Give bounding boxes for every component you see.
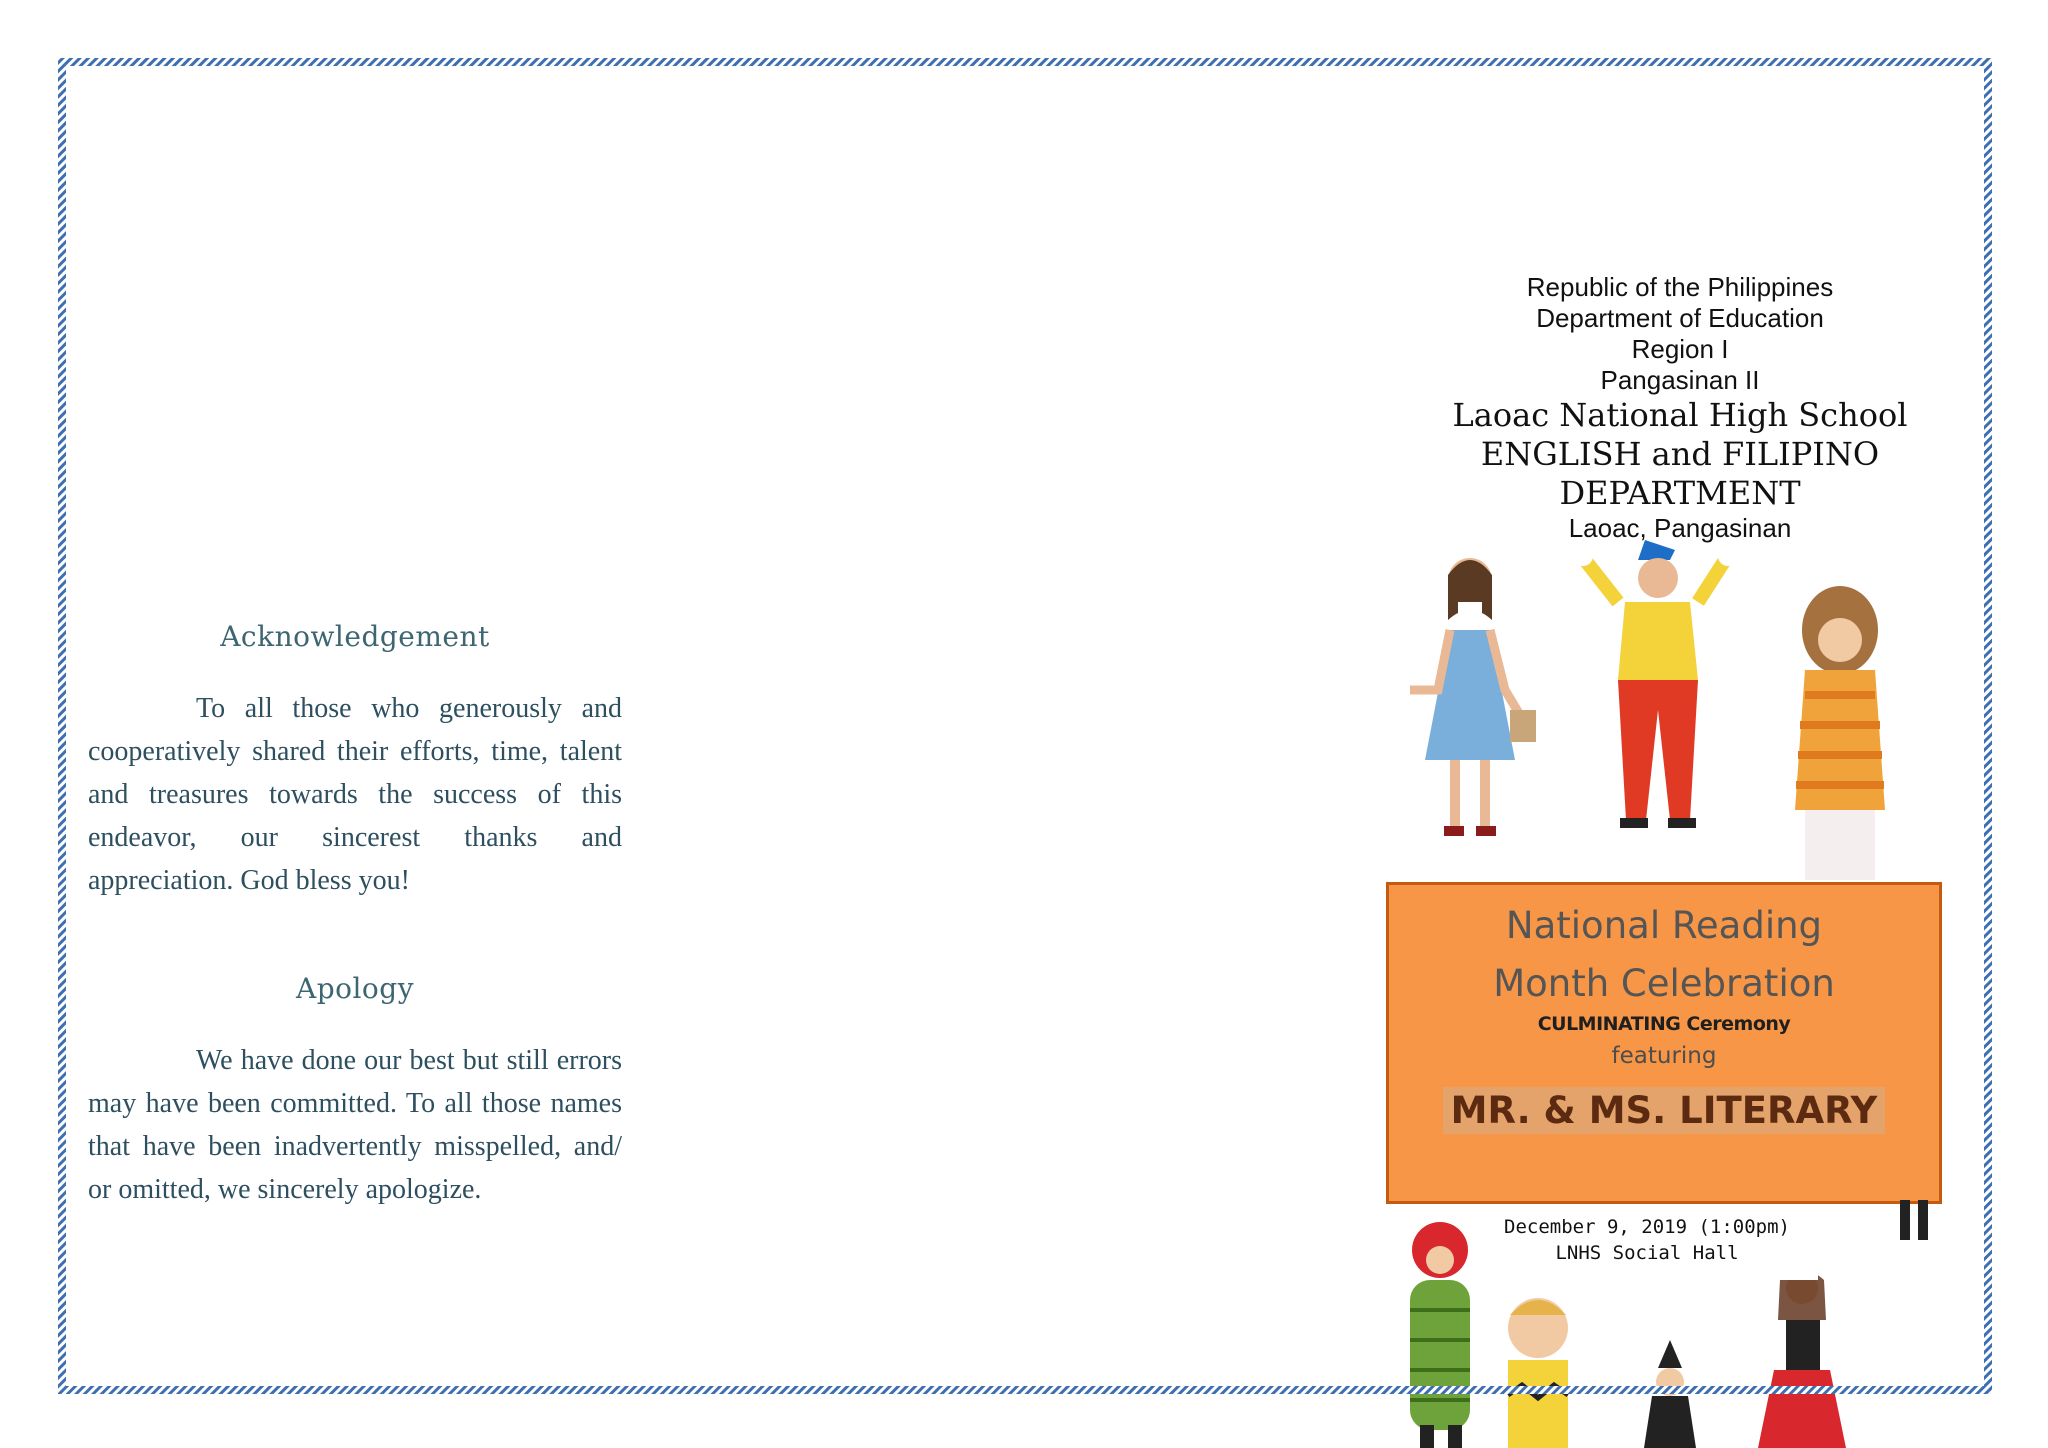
banner-title-line2: Month Celebration <box>1493 962 1835 1005</box>
banner-subtitle: CULMINATING Ceremony <box>1537 1013 1791 1035</box>
witch-costume-figure <box>1644 1340 1696 1448</box>
department-line2: DEPARTMENT <box>1559 474 1801 512</box>
event-banner <box>1386 882 1942 1204</box>
tuxedo-legs-figure <box>1900 1200 1928 1240</box>
queen-of-hearts-costume-figure <box>1758 1258 1846 1448</box>
acknowledgement-body: To all those who generously and cooperatively shared their efforts, time, talent and treasures towards the success of this endeavor, our sincerest thanks and appreciation. God bless you! <box>88 693 622 896</box>
clown-costume-figure <box>1573 540 1738 828</box>
header-deped: Department of Education <box>1536 303 1824 333</box>
apology-title: Apology <box>295 972 415 1005</box>
cover-header <box>1400 272 1960 544</box>
monster-costume-figure <box>1795 586 1885 880</box>
costume-kids-illustration-top <box>1380 540 1970 890</box>
banner-featuring: featuring <box>1611 1043 1717 1069</box>
school-name: Laoac National High School <box>1452 396 1908 434</box>
header-republic: Republic of the Philippines <box>1526 272 1834 302</box>
event-info <box>1476 1204 1818 1280</box>
event-venue: LNHS Social Hall <box>1555 1242 1739 1264</box>
header-region: Region I <box>1631 334 1729 364</box>
school-location: Laoac, Pangasinan <box>1568 513 1792 543</box>
left-panel <box>88 620 622 1211</box>
event-date: December 9, 2019 (1:00pm) <box>1504 1216 1790 1238</box>
acknowledgement-title: Acknowledgement <box>220 620 490 653</box>
charlie-brown-costume-figure <box>1508 1298 1568 1448</box>
caterpillar-costume-figure <box>1410 1222 1470 1448</box>
header-division: Pangasinan II <box>1600 365 1760 395</box>
department-line1: ENGLISH and FILIPINO <box>1480 435 1880 473</box>
banner-event-name: MR. & MS. LITERARY <box>1443 1087 1886 1134</box>
banner-title-line1: National Reading <box>1505 904 1823 947</box>
apology-body: We have done our best but still errors may have been committed. To all those names that have been inadvertently misspelled, and/ or omitted, we sincerely apologize. <box>88 1045 622 1205</box>
dorothy-costume-figure <box>1410 558 1536 836</box>
